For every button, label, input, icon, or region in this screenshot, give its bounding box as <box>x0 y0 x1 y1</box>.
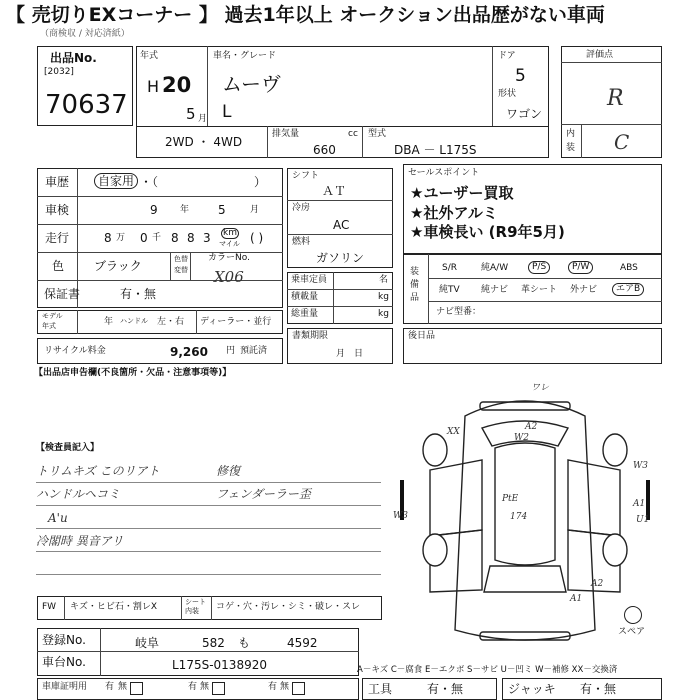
fuel-value: ガソリン <box>316 251 365 265</box>
mileage-d2: 0 <box>140 231 148 245</box>
weight-label: 総重量 <box>291 309 319 319</box>
cert-check-1[interactable] <box>130 682 143 695</box>
equip-extnavi: 外ナビ <box>570 285 598 295</box>
mileage-d1: 8 <box>104 231 112 245</box>
certificate-label: 車庫証明用 <box>42 682 88 692</box>
lot-label: 出品No. <box>50 51 97 65</box>
history-value: 自家用 <box>94 173 138 189</box>
mileage-label: 走行 <box>45 231 70 245</box>
history-label: 車歴 <box>45 175 70 189</box>
cert-item-3: 有 <box>188 682 198 692</box>
fw-label: FW <box>42 602 57 612</box>
displacement-value: 660 <box>313 143 336 157</box>
equip-leather: 革シート <box>521 285 558 295</box>
ac-label: 冷房 <box>292 203 311 213</box>
register-box <box>403 328 662 364</box>
registration-kana: も <box>238 636 251 650</box>
capacity-unit: 名 <box>379 275 389 285</box>
year-label: 年式 <box>140 51 159 61</box>
sales-item-3: ★車検長い (R9年5月) <box>410 223 565 241</box>
doors-value: 5 <box>515 66 526 86</box>
warranty-label: 保証書 <box>44 287 81 301</box>
model-name: ムーヴ <box>222 72 281 96</box>
interior-label: 内 <box>566 129 576 139</box>
model-year-unit: 年 <box>104 317 114 327</box>
docs-label: 書類期限 <box>292 331 329 341</box>
recycle-note: 預託済 <box>240 346 268 356</box>
tools-value: 有・無 <box>427 682 464 696</box>
cert-item-4: 無 <box>200 682 210 692</box>
type-value: DBA － L175S <box>394 143 477 157</box>
seat-items: コゲ・穴・汚レ・シミ・破レ・スレ <box>216 602 361 612</box>
drive-type: 2WD ・ 4WD <box>165 135 243 149</box>
registration-pref: 岐阜 <box>135 636 160 650</box>
inspection-year: 9 <box>150 203 158 217</box>
handle-label: ハンドル <box>120 317 148 325</box>
sub-header: （商検収 / 対応済紙） <box>40 29 130 39</box>
banner-title: 【 売切りEXコーナー 】 過去1年以上 オークション出品歴がない車両 <box>6 4 605 26</box>
color-change-label: 色替 <box>174 255 188 263</box>
color-no-value: X06 <box>214 268 244 286</box>
shape-value: ワゴン <box>506 107 543 121</box>
inspector-note-1: トリムキズ このリアト <box>36 464 160 478</box>
type-label: 型式 <box>368 129 387 139</box>
load-label: 積載量 <box>291 292 319 302</box>
mileage-d5: 3 <box>203 231 211 245</box>
lot-number: 70637 <box>45 90 128 120</box>
cert-item-6: 無 <box>280 682 290 692</box>
diagram-top-label: ワレ <box>531 383 550 393</box>
model-year-label1: モデル <box>42 312 63 320</box>
model-label: 車名・グレード <box>213 51 277 61</box>
dealer-label: ディーラー・並行 <box>200 317 272 327</box>
equip-ps: P/S <box>528 261 550 274</box>
year-month-unit: 月 <box>198 114 208 124</box>
fuel-label: 燃料 <box>292 237 311 247</box>
mileage-mile: マイル <box>219 240 240 248</box>
chassis-value: L175S-0138920 <box>172 658 267 672</box>
recycle-unit: 円 <box>226 346 236 356</box>
register-label: 後日品 <box>408 331 436 341</box>
equip-abs: ABS <box>620 263 638 273</box>
inspection-month-unit: 月 <box>250 205 260 215</box>
mileage-km: km <box>223 228 237 238</box>
shift-value: ＡＴ <box>322 184 347 198</box>
interior-value: C <box>614 130 630 154</box>
recycle-label: リサイクル料金 <box>44 346 106 356</box>
sales-item-1: ★ユーザー買取 <box>410 184 514 202</box>
chassis-label: 車台No. <box>42 655 86 669</box>
year-num: 20 <box>162 73 192 97</box>
inspection-year-unit: 年 <box>180 205 190 215</box>
color-no-label: カラーNo. <box>208 253 250 263</box>
diagram-label-10: A2 <box>591 579 604 589</box>
sales-label: セールスポイント <box>408 168 480 178</box>
inspector-note-2: ハンドルヘコミ <box>36 487 121 501</box>
mileage-d4: 8 <box>187 231 195 245</box>
lot-tag: [2032] <box>44 67 74 77</box>
equipment-label: 装備品 <box>410 267 420 303</box>
inspector-note-right-1: 修復 <box>216 464 241 478</box>
cert-check-2[interactable] <box>212 682 225 695</box>
inspector-note-right-2: フェンダーラー歪 <box>216 487 311 501</box>
diagram-label-4: W3 <box>633 461 648 471</box>
navi-model-label: ナビ型番： <box>436 307 482 317</box>
year-month: 5 <box>186 105 196 123</box>
cert-item-5: 有 <box>268 682 278 692</box>
diagram-label-1: XX <box>447 427 460 437</box>
diagram-label-9: U1 <box>636 515 650 525</box>
diagram-label-8: A1 <box>633 499 646 509</box>
mileage-paren: ( ) <box>250 231 264 245</box>
displacement-unit: cc <box>348 129 358 139</box>
diagram-label-11: A1 <box>570 594 583 604</box>
spare-tire <box>624 606 642 624</box>
cert-item-2: 無 <box>118 682 128 692</box>
equip-navi: 純ナビ <box>481 285 509 295</box>
sales-item-2: ★社外アルミ <box>410 204 498 222</box>
history-rest: ・（ ） <box>140 175 267 189</box>
handle-value: 左・右 <box>157 317 185 327</box>
diagram-label-6: PtE <box>502 494 519 504</box>
damage-legend: A－キズ C－腐食 E－エクボ S－サビ U－凹ミ W－補修 XX－交換済 <box>357 665 618 675</box>
inspector-note-3: A'u <box>48 511 68 525</box>
color-change-label2: 変替 <box>174 266 188 274</box>
mileage-d3: 8 <box>171 231 179 245</box>
inspection-label: 車検 <box>45 203 70 217</box>
docs-unit: 月 日 <box>336 349 364 359</box>
registration-label: 登録No. <box>42 633 86 647</box>
tools-label: 工具 <box>368 682 393 696</box>
notices-header: 【出品店申告欄(不良箇所・欠品・注意事項等)】 <box>34 368 232 378</box>
mileage-sen: 千 <box>152 233 162 243</box>
diagram-label-3: W2 <box>514 433 529 443</box>
cert-item-1: 有 <box>105 682 115 692</box>
displacement-label: 排気量 <box>272 129 300 139</box>
weight-unit: kg <box>378 309 389 319</box>
equip-sr: S/R <box>442 263 457 273</box>
inspector-label: 【検査員記入】 <box>36 443 100 453</box>
diagram-label-2: A2 <box>525 422 538 432</box>
year-era: H <box>147 77 160 96</box>
seat-label: シート内装 <box>185 598 206 615</box>
inspection-month: 5 <box>218 203 226 217</box>
equip-pw: P/W <box>568 261 593 274</box>
doors-label: ドア <box>498 51 516 61</box>
jack-label: ジャッキ <box>508 682 556 696</box>
registration-num1: 582 <box>202 636 225 650</box>
load-unit: kg <box>378 292 389 302</box>
warranty-value: 有・無 <box>120 287 157 301</box>
shape-label: 形状 <box>498 89 517 99</box>
model-year-label2: 年式 <box>42 322 56 330</box>
score-value: R <box>607 86 624 111</box>
diagram-label-7: 174 <box>510 512 528 522</box>
color-value: ブラック <box>94 259 142 273</box>
interior-label2: 装 <box>566 143 576 153</box>
capacity-label: 乗車定員 <box>291 275 328 285</box>
equip-tv: 純TV <box>439 285 460 295</box>
equip-aw: 純A/W <box>481 263 509 273</box>
shift-label: シフト <box>292 171 320 181</box>
spare-label: スペア <box>618 627 646 637</box>
color-label: 色 <box>52 259 65 273</box>
score-label: 評価点 <box>586 50 614 60</box>
recycle-value: 9,260 <box>170 345 208 359</box>
cert-check-3[interactable] <box>292 682 305 695</box>
fw-items: キズ・ヒビ石・割レX <box>70 602 157 612</box>
registration-num2: 4592 <box>287 636 318 650</box>
ac-value: AC <box>333 218 350 232</box>
model-grade: L <box>222 102 232 122</box>
jack-value: 有・無 <box>580 682 617 696</box>
equip-airbag: エアB <box>612 283 644 296</box>
inspector-note-4: 冷閣時 異音アリ <box>36 534 124 548</box>
mileage-man: 万 <box>116 233 126 243</box>
diagram-label-5: W3 <box>393 511 408 521</box>
